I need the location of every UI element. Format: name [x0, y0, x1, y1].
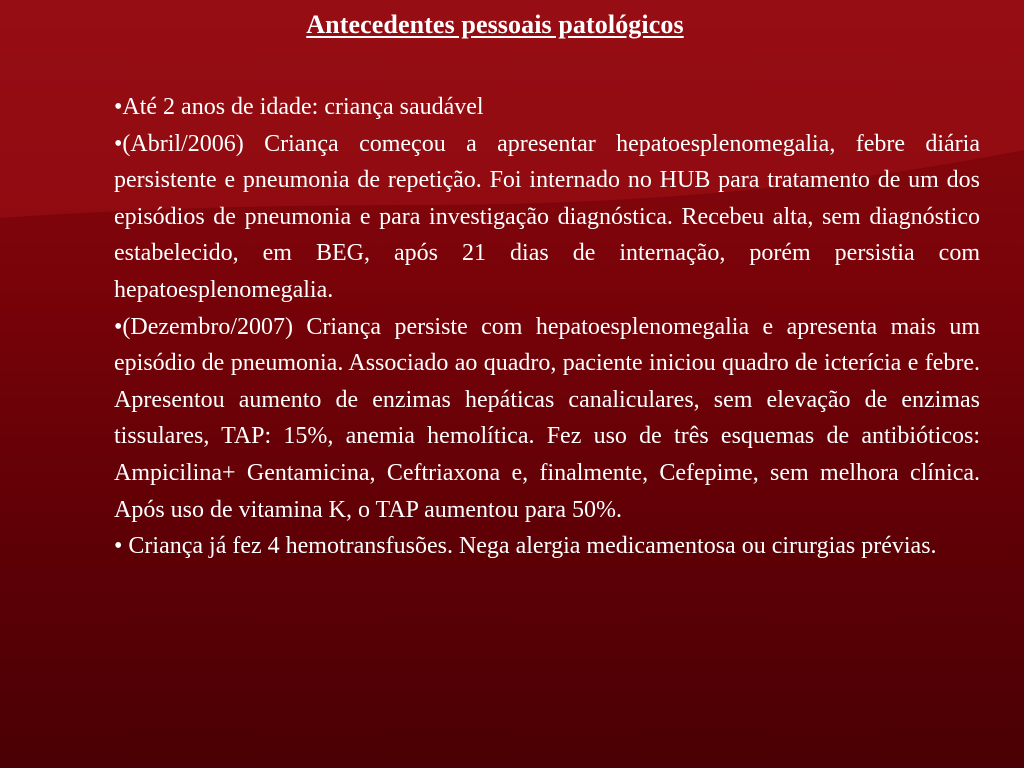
- slide-content: [114, 89, 980, 565]
- bullet-3: •(Dezembro/2007) Criança persiste com hepatoesplenomegalia e apresenta mais um episódio de pneumonia. Associado ao quadro, paciente iniciou quadro de icterícia e febre. Apresentou aumento de enzimas hepáticas canaliculares, sem elevação de enzimas tissulares, TAP: 15%, anemia hemolítica. Fez uso de três esquemas de antibióticos: Ampicilina+ Gentamicina, Ceftriaxona e, finalmente, Cefepime, sem melhora clínica. Após uso de vitamina K, o TAP aumentou para 50%.: [114, 313, 980, 523]
- bullet-1: •Até 2 anos de idade: criança saudável: [114, 94, 484, 120]
- bullet-4: • Criança já fez 4 hemotransfusões. Nega alergia medicamentosa ou cirurgias prévias.: [114, 533, 937, 560]
- bullet-2: •(Abril/2006) Criança começou a apresentar hepatoesplenomegalia, febre diária persistente e pneumonia de repetição. Foi internado no HUB para tratamento de um dos episódios de pneumonia e para investigação diagnóstica. Recebeu alta, sem diagnóstico estabelecido, em BEG, após 21 dias de internação, porém persistia com hepatoesplenomegalia.: [114, 130, 980, 303]
- slide-title: Antecedentes pessoais patológicos: [306, 10, 684, 39]
